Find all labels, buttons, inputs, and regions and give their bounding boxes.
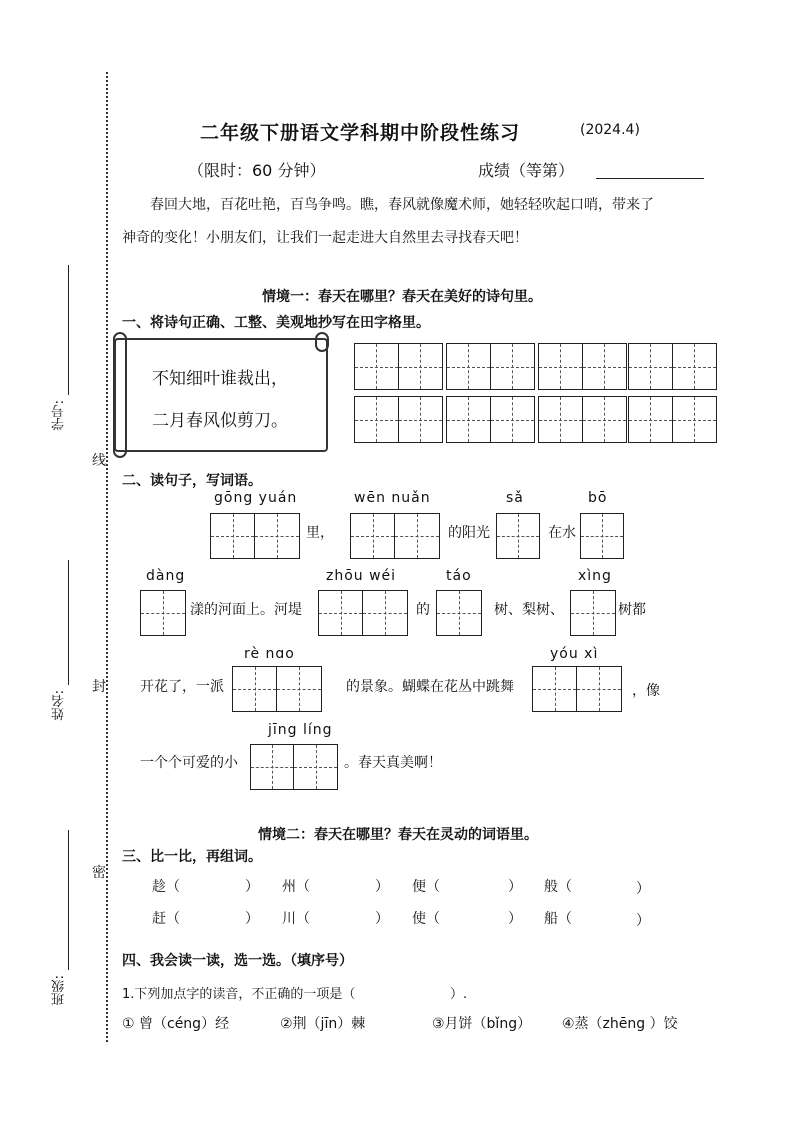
pinyin-youxi: yóu xì — [550, 646, 599, 662]
pinyin-xing: xìng — [578, 568, 612, 584]
name-label: 姓名: — [52, 690, 67, 721]
poem-grid-r1-g2[interactable] — [446, 343, 535, 390]
binding-dotted-line — [106, 72, 108, 1042]
word-box-zhouwei[interactable] — [318, 590, 408, 636]
word-box-youxi[interactable] — [532, 666, 622, 712]
word-box-wennuan[interactable] — [350, 513, 440, 559]
poem-grid-r1-g4[interactable] — [628, 343, 717, 390]
pinyin-gongyuan: gōng yuán — [214, 490, 298, 506]
pinyin-bo: bō — [588, 490, 608, 506]
margin-char-xian: 线 — [92, 453, 106, 469]
question-4-1: 1.下列加点字的读音，不正确的一项是（ — [122, 987, 356, 1002]
text-jingxiang: 的景象。蝴蝶在花丛中跳舞 — [346, 679, 514, 695]
text-zaishui: 在水 — [548, 525, 576, 541]
poem-grid-r2-g2[interactable] — [446, 396, 535, 443]
word-box-bo[interactable] — [580, 513, 624, 559]
poem-grid-r2-g3[interactable] — [538, 396, 627, 443]
poem-grid-r1-g1[interactable] — [354, 343, 443, 390]
text-shudou: 树都 — [618, 602, 646, 618]
time-limit: （限时：60 分钟） — [188, 161, 326, 180]
compare-zhou-close[interactable]: ） — [375, 879, 389, 895]
option-2[interactable]: ②荆（jīn）棘 — [280, 1016, 366, 1032]
compare-chuan: 川（ — [282, 911, 310, 927]
compare-ban: 般（ — [544, 879, 572, 895]
compare-bian-close[interactable]: ） — [508, 879, 522, 895]
word-box-dang[interactable] — [140, 590, 186, 636]
text-kaihua: 开花了，一派 — [140, 679, 224, 695]
intro-line-2: 神奇的变化！小朋友们，让我们一起走进大自然里去寻找春天吧！ — [122, 230, 528, 246]
question-4-heading: 四、我会读一读，选一选。（填序号） — [122, 953, 353, 969]
pinyin-renao: rè nɑo — [244, 646, 295, 662]
pinyin-dang: dàng — [146, 568, 186, 584]
word-box-renao[interactable] — [232, 666, 322, 712]
word-box-gongyuan[interactable] — [210, 513, 300, 559]
option-3[interactable]: ③月饼（bǐng） — [432, 1016, 532, 1032]
compare-chen-close[interactable]: ） — [245, 879, 259, 895]
compare-shi: 使（ — [412, 911, 440, 927]
poem-grid-r1-g3[interactable] — [538, 343, 627, 390]
compare-shi-close[interactable]: ） — [508, 911, 522, 927]
student-no-line[interactable] — [68, 265, 69, 395]
pinyin-tao: táo — [446, 568, 472, 584]
compare-ban-close[interactable]: ） — [636, 881, 650, 897]
text-yigege: 一个个可爱的小 — [140, 755, 238, 771]
poem-grid-r2-g4[interactable] — [628, 396, 717, 443]
grade-label: 成绩（等第） — [478, 161, 575, 180]
class-line[interactable] — [68, 830, 69, 970]
word-box-sa[interactable] — [496, 513, 540, 559]
pinyin-sa: sǎ — [506, 490, 524, 506]
question-1-heading: 一、将诗句正确、工整、美观地抄写在田字格里。 — [122, 315, 430, 331]
page-title: 二年级下册语文学科期中阶段性练习 — [200, 122, 521, 144]
compare-chuan-close[interactable]: ） — [375, 911, 389, 927]
text-deyangguang: 的阳光 — [448, 525, 490, 541]
word-box-xing[interactable] — [570, 590, 616, 636]
text-yang: 漾的河面上。河堤 — [190, 602, 302, 618]
question-3-heading: 三、比一比，再组词。 — [122, 849, 262, 865]
compare-gan: 赶（ — [152, 911, 180, 927]
pinyin-zhouwei: zhōu wéi — [326, 568, 397, 584]
margin-char-mi: 密 — [92, 865, 106, 881]
scene-2-heading: 情境二：春天在哪里？春天在灵动的词语里。 — [258, 827, 538, 843]
text-de: 的 — [416, 602, 430, 618]
poem-scroll — [114, 338, 328, 452]
student-no-label: 学号: — [52, 400, 67, 431]
compare-chuan-boat-close[interactable]: ） — [636, 913, 650, 929]
exam-date: (2024.4) — [580, 122, 640, 138]
poem-grid-r2-g1[interactable] — [354, 396, 443, 443]
compare-chen: 趁（ — [152, 879, 180, 895]
poem-line-2: 二月春风似剪刀。 — [152, 411, 288, 431]
question-2-heading: 二、读句子，写词语。 — [122, 473, 262, 489]
class-label: 班级: — [52, 975, 67, 1006]
pinyin-jingling: jīng líng — [268, 722, 333, 738]
name-line[interactable] — [68, 560, 69, 685]
compare-gan-close[interactable]: ） — [245, 911, 259, 927]
intro-line-1: 春回大地，百花吐艳，百鸟争鸣。瞧，春风就像魔术师，她轻轻吹起口哨，带来了 — [150, 197, 654, 213]
text-xiang: ，像 — [632, 683, 660, 699]
compare-zhou: 州（ — [282, 879, 310, 895]
option-4[interactable]: ④蒸（zhēng ）饺 — [562, 1016, 678, 1032]
text-li: 里， — [306, 525, 334, 541]
text-lishu: 树、梨树、 — [494, 602, 564, 618]
scene-1-heading: 情境一：春天在哪里？春天在美好的诗句里。 — [262, 289, 542, 305]
text-chuntian: 。春天真美啊！ — [344, 755, 442, 771]
word-box-tao[interactable] — [436, 590, 482, 636]
compare-bian: 便（ — [412, 879, 440, 895]
word-box-jingling[interactable] — [250, 744, 338, 790]
compare-chuan-boat: 船（ — [544, 911, 572, 927]
pinyin-wennuan: wēn nuǎn — [354, 490, 431, 506]
margin-char-feng: 封 — [92, 679, 106, 695]
option-1[interactable]: ① 曾（céng）经 — [122, 1016, 230, 1032]
grade-blank[interactable] — [596, 178, 704, 179]
question-4-1-end: ）. — [450, 987, 468, 1002]
poem-line-1: 不知细叶谁裁出， — [152, 369, 288, 389]
